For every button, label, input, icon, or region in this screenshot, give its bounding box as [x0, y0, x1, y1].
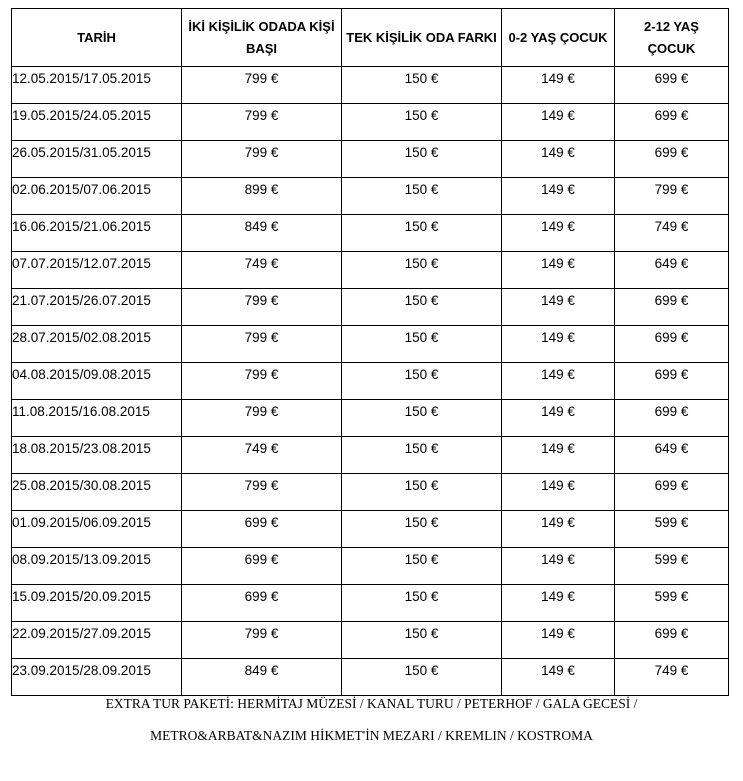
- double-room-price-cell: 699 €: [182, 585, 342, 622]
- child-2-12-price-cell: 799 €: [615, 178, 729, 215]
- table-row: [12, 548, 729, 585]
- double-room-price-cell: 799 €: [182, 400, 342, 437]
- single-supplement-cell: 150 €: [342, 252, 502, 289]
- child-0-2-price-cell: 149 €: [502, 363, 615, 400]
- child-0-2-price-cell: 149 €: [502, 437, 615, 474]
- single-supplement-cell: 150 €: [342, 659, 502, 696]
- header-date: TARİH: [12, 9, 182, 67]
- table-row: [12, 141, 729, 178]
- child-2-12-price-cell: 699 €: [615, 289, 729, 326]
- date-cell: 11.08.2015/16.08.2015: [12, 400, 182, 437]
- single-supplement-cell: 150 €: [342, 474, 502, 511]
- single-supplement-cell: 150 €: [342, 215, 502, 252]
- extra-tour-line-2: METRO&ARBAT&NAZIM HİKMET'İN MEZARI / KREMLIN / KOSTROMA: [150, 728, 593, 743]
- single-supplement-cell: 150 €: [342, 400, 502, 437]
- single-supplement-cell: 150 €: [342, 104, 502, 141]
- child-0-2-price-cell: 149 €: [502, 141, 615, 178]
- table-row: [12, 437, 729, 474]
- date-cell: 16.06.2015/21.06.2015: [12, 215, 182, 252]
- table-row: [12, 289, 729, 326]
- date-cell: 18.08.2015/23.08.2015: [12, 437, 182, 474]
- double-room-price-cell: 799 €: [182, 141, 342, 178]
- table-row: [12, 252, 729, 289]
- table-row: [12, 400, 729, 437]
- child-0-2-price-cell: 149 €: [502, 215, 615, 252]
- single-supplement-cell: 150 €: [342, 622, 502, 659]
- table-row: [12, 326, 729, 363]
- single-supplement-cell: 150 €: [342, 178, 502, 215]
- table-row: [12, 622, 729, 659]
- double-room-price-cell: 799 €: [182, 104, 342, 141]
- date-cell: 07.07.2015/12.07.2015: [12, 252, 182, 289]
- double-room-price-cell: 799 €: [182, 289, 342, 326]
- double-room-price-cell: 899 €: [182, 178, 342, 215]
- child-0-2-price-cell: 149 €: [502, 67, 615, 104]
- child-2-12-price-cell: 649 €: [615, 252, 729, 289]
- date-cell: 01.09.2015/06.09.2015: [12, 511, 182, 548]
- child-0-2-price-cell: 149 €: [502, 289, 615, 326]
- date-cell: 22.09.2015/27.09.2015: [12, 622, 182, 659]
- child-2-12-price-cell: 699 €: [615, 104, 729, 141]
- child-0-2-price-cell: 149 €: [502, 400, 615, 437]
- double-room-price-cell: 799 €: [182, 622, 342, 659]
- child-2-12-price-cell: 599 €: [615, 548, 729, 585]
- single-supplement-cell: 150 €: [342, 363, 502, 400]
- table-body: [12, 67, 729, 696]
- child-0-2-price-cell: 149 €: [502, 178, 615, 215]
- table-row: [12, 511, 729, 548]
- child-2-12-price-cell: 649 €: [615, 437, 729, 474]
- table-row: [12, 659, 729, 696]
- double-room-price-cell: 849 €: [182, 215, 342, 252]
- table-row: [12, 215, 729, 252]
- date-cell: 12.05.2015/17.05.2015: [12, 67, 182, 104]
- header-child-0-2: 0-2 YAŞ ÇOCUK: [502, 9, 615, 67]
- child-0-2-price-cell: 149 €: [502, 104, 615, 141]
- child-2-12-price-cell: 699 €: [615, 67, 729, 104]
- double-room-price-cell: 799 €: [182, 474, 342, 511]
- table-header-row: [12, 9, 729, 67]
- date-cell: 04.08.2015/09.08.2015: [12, 363, 182, 400]
- header-single-room-supplement: TEK KİŞİLİK ODA FARKI: [342, 9, 502, 67]
- date-cell: 23.09.2015/28.09.2015: [12, 659, 182, 696]
- child-2-12-price-cell: 749 €: [615, 215, 729, 252]
- child-2-12-price-cell: 749 €: [615, 659, 729, 696]
- child-0-2-price-cell: 149 €: [502, 622, 615, 659]
- child-0-2-price-cell: 149 €: [502, 326, 615, 363]
- double-room-price-cell: 849 €: [182, 659, 342, 696]
- date-cell: 02.06.2015/07.06.2015: [12, 178, 182, 215]
- table-row: [12, 67, 729, 104]
- header-child-2-12: 2-12 YAŞ ÇOCUK: [615, 9, 729, 67]
- date-cell: 28.07.2015/02.08.2015: [12, 326, 182, 363]
- date-cell: 26.05.2015/31.05.2015: [12, 141, 182, 178]
- date-cell: 15.09.2015/20.09.2015: [12, 585, 182, 622]
- single-supplement-cell: 150 €: [342, 67, 502, 104]
- double-room-price-cell: 799 €: [182, 67, 342, 104]
- child-2-12-price-cell: 699 €: [615, 141, 729, 178]
- table-row: [12, 585, 729, 622]
- single-supplement-cell: 150 €: [342, 511, 502, 548]
- single-supplement-cell: 150 €: [342, 437, 502, 474]
- child-2-12-price-cell: 699 €: [615, 326, 729, 363]
- single-supplement-cell: 150 €: [342, 289, 502, 326]
- child-0-2-price-cell: 149 €: [502, 252, 615, 289]
- child-2-12-price-cell: 699 €: [615, 474, 729, 511]
- table-row: [12, 474, 729, 511]
- child-0-2-price-cell: 149 €: [502, 585, 615, 622]
- single-supplement-cell: 150 €: [342, 141, 502, 178]
- double-room-price-cell: 699 €: [182, 548, 342, 585]
- child-2-12-price-cell: 599 €: [615, 585, 729, 622]
- price-table: [11, 8, 729, 696]
- table-row: [12, 104, 729, 141]
- child-0-2-price-cell: 149 €: [502, 659, 615, 696]
- double-room-price-cell: 749 €: [182, 252, 342, 289]
- date-cell: 21.07.2015/26.07.2015: [12, 289, 182, 326]
- double-room-price-cell: 749 €: [182, 437, 342, 474]
- extra-tour-line-1: EXTRA TUR PAKETİ: HERMİTAJ MÜZESİ / KANAL TURU / PETERHOF / GALA GECESİ /: [105, 696, 638, 711]
- single-supplement-cell: 150 €: [342, 548, 502, 585]
- single-supplement-cell: 150 €: [342, 326, 502, 363]
- double-room-price-cell: 799 €: [182, 326, 342, 363]
- double-room-price-cell: 799 €: [182, 363, 342, 400]
- single-supplement-cell: 150 €: [342, 585, 502, 622]
- table-row: [12, 178, 729, 215]
- table-row: [12, 363, 729, 400]
- date-cell: 19.05.2015/24.05.2015: [12, 104, 182, 141]
- date-cell: 08.09.2015/13.09.2015: [12, 548, 182, 585]
- child-0-2-price-cell: 149 €: [502, 548, 615, 585]
- double-room-price-cell: 699 €: [182, 511, 342, 548]
- child-0-2-price-cell: 149 €: [502, 474, 615, 511]
- child-0-2-price-cell: 149 €: [502, 511, 615, 548]
- child-2-12-price-cell: 699 €: [615, 400, 729, 437]
- date-cell: 25.08.2015/30.08.2015: [12, 474, 182, 511]
- child-2-12-price-cell: 599 €: [615, 511, 729, 548]
- child-2-12-price-cell: 699 €: [615, 363, 729, 400]
- child-2-12-price-cell: 699 €: [615, 622, 729, 659]
- header-double-room-per-person: İKİ KİŞİLİK ODADA KİŞİ BAŞI: [182, 9, 342, 67]
